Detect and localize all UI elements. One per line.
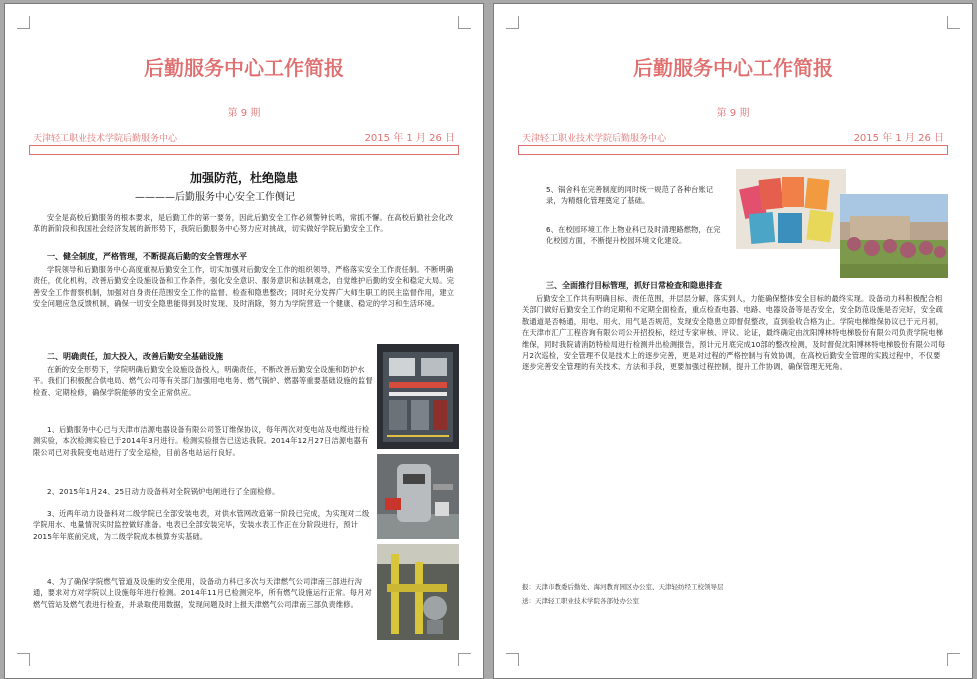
records-photo bbox=[736, 169, 846, 249]
crop-mark bbox=[947, 16, 960, 29]
item-1-paragraph: 1、后勤服务中心已与天津市洁源电器设备有限公司签订维保协议，每年两次对变电站及电缆进行检测实验，本次检测实验已于2014年3月进行。检测实验报告已送达我院。2014年12月27日洁源电器有限公司已对我院变电站进行了安全巡检，目前各电站运行良好。 bbox=[33, 425, 370, 457]
item-5-paragraph: 5、锅舍科在完善制度的同时统一规范了各种台账记录，为精细化管理奠定了基础。 bbox=[546, 185, 714, 206]
boiler-photo bbox=[377, 454, 459, 539]
crop-mark bbox=[506, 16, 519, 29]
section-1-heading: 一、健全制度，严格管理，不断提高后勤的安全管理水平 bbox=[47, 252, 247, 261]
issue-number: 第 9 期 bbox=[716, 108, 750, 119]
organization-name: 天津轻工职业技术学院后勤服务中心 bbox=[522, 134, 667, 144]
organization-name: 天津轻工职业技术学院后勤服务中心 bbox=[33, 134, 178, 144]
item-3-paragraph: 3、近两年动力设备科对二级学院已全部安装电表，对供水管网改造第一阶段已完成，为实现对二级学院用水、电量情况实时监控做好准备。电表已全部安装完毕，安装水表工作正在分阶段进行，预计2015年年底前完成，为二级学院成本核算夯实基础。 bbox=[33, 509, 370, 541]
report-recipients: 报：天津市教委后勤处、海河教育园区办公室、天津轻纺经工校领导层 bbox=[522, 583, 724, 591]
header-divider bbox=[518, 145, 948, 155]
item-4-paragraph: 4、为了确保学院燃气管道及设施的安全使用，设备动力科已多次与天津燃气公司津南三部进行沟通，要求对方对学院以上设施每年进行检测。2014年11月已检测完毕，所有燃气设施运行正常。每月对燃气管站及燃气表进行检查，并录取使用数据，发现问题及时上报天津燃气公司津南三部负责维修。 bbox=[33, 577, 372, 609]
bulletin-title: 后勤服务中心工作简报 bbox=[144, 56, 344, 80]
delivery-recipients: 送：天津轻工职业技术学院各部处办公室 bbox=[522, 597, 639, 605]
campus-photo bbox=[840, 194, 948, 278]
item-2-paragraph: 2、2015年1月24、25日动力设备科对全院锅炉电闸进行了全面检修。 bbox=[47, 487, 280, 496]
crop-mark bbox=[17, 653, 30, 666]
item-6-paragraph: 6、在校园环境工作上物业科已及时清理路燃物，在完化校园方面，不断提升校园环境文化建设。 bbox=[546, 225, 721, 246]
electrical-panel-photo bbox=[377, 344, 459, 449]
section-3-heading: 三、全面推行目标管理，抓好日常检查和隐患排查 bbox=[546, 281, 722, 290]
publish-date: 2015 年 1 月 26 日 bbox=[364, 133, 455, 144]
crop-mark bbox=[458, 653, 471, 666]
section-2-body: 在新的安全形势下，学院明确后勤安全设施设备投入，明确责任，不断改善后勤安全设施和防护水平。我们门积极配合供电局、燃气公司等有关部门加强用电电务、燃气锅炉、燃器等重要基础设施的监督检查、定期检修，确保学院能够的安全正常供应。 bbox=[33, 365, 373, 397]
header-divider bbox=[29, 145, 459, 155]
crop-mark bbox=[17, 16, 30, 29]
article-title: 加强防范，杜绝隐患 bbox=[189, 171, 298, 185]
issue-number: 第 9 期 bbox=[227, 108, 261, 119]
section-1-body: 学院领导和后勤服务中心高度重视后勤安全工作，切实加强对后勤安全工作的组织领导，严格落实安全工作责任制。不断明确责任，优化机构，改善后勤安全设施设备和工作条件，强化安全意识、服务意识和法制观念，自觉维护后勤的安全和稳定大局。完善安全工作督察机制，加强对自身责任范围安全工作的监督、检查和隐患整改；同时充分发挥广大师生职工的民主监督作用，建立安全问题应急反馈机制，确保一切安全隐患能得到及时发现、及时消除，努力为学院营造一个健康、稳定的学习和生活环境。 bbox=[33, 265, 455, 309]
section-2-heading: 二、明确责任，加大投入，改善后勤安全基础设施 bbox=[47, 352, 223, 361]
article-subtitle: ————后勤服务中心安全工作侧记 bbox=[135, 192, 295, 203]
publish-date: 2015 年 1 月 26 日 bbox=[853, 133, 944, 144]
document-page-right bbox=[493, 3, 973, 679]
section-3-body: 后勤安全工作共有明确目标、责任范围，并层层分解，落实到人，力能确保整体安全目标的最终实现。设备动力科积极配合相关部门做好后勤安全工作的定期和不定期全面检查，重点检查电器、电路、电器设备等是否安全，安全防范设施是否完好，安全疏散通道是否畅通，用电、用火、用气是否规范，发现安全隐患立即督促整改，直到验收合格为止。学院电梯维保协议已于元月初，在天津市汇广工程咨询有限公司公开招投标，经过专家审核、评议、论证，最终确定由沈阳博林特电梯股份有限公司负责学院电梯维保，同时我院请消防特检局进行检测并出检测报告，预计元月底完成10部的整改检测，及时督促沈阳博林特电梯股份有限公司每月2次巡检，安全管理不仅是技术上的逐步完善，更是对过程的严格控制与有效协调，在高校后勤安全管理的实践过程中，不仅要逐步完善安全管理的有关技术、方法和手段，更要加强过程控制，提升工作协调，确保管理无死角。 bbox=[522, 294, 946, 372]
bulletin-title: 后勤服务中心工作简报 bbox=[633, 56, 833, 80]
crop-mark bbox=[458, 16, 471, 29]
gas-pipe-photo bbox=[377, 544, 459, 640]
document-page-left bbox=[4, 3, 484, 679]
crop-mark bbox=[506, 653, 519, 666]
intro-paragraph: 安全是高校后勤服务的根本要求，是后勤工作的第一要务，因此后勤安全工作必须警钟长鸣，常抓不懈。在高校后勤社会化改革的新阶段和我国社会经济发展的新形势下，我院后勤服务中心努力应对挑战，切实做好学院后勤安全工作。 bbox=[33, 213, 454, 234]
crop-mark bbox=[947, 653, 960, 666]
